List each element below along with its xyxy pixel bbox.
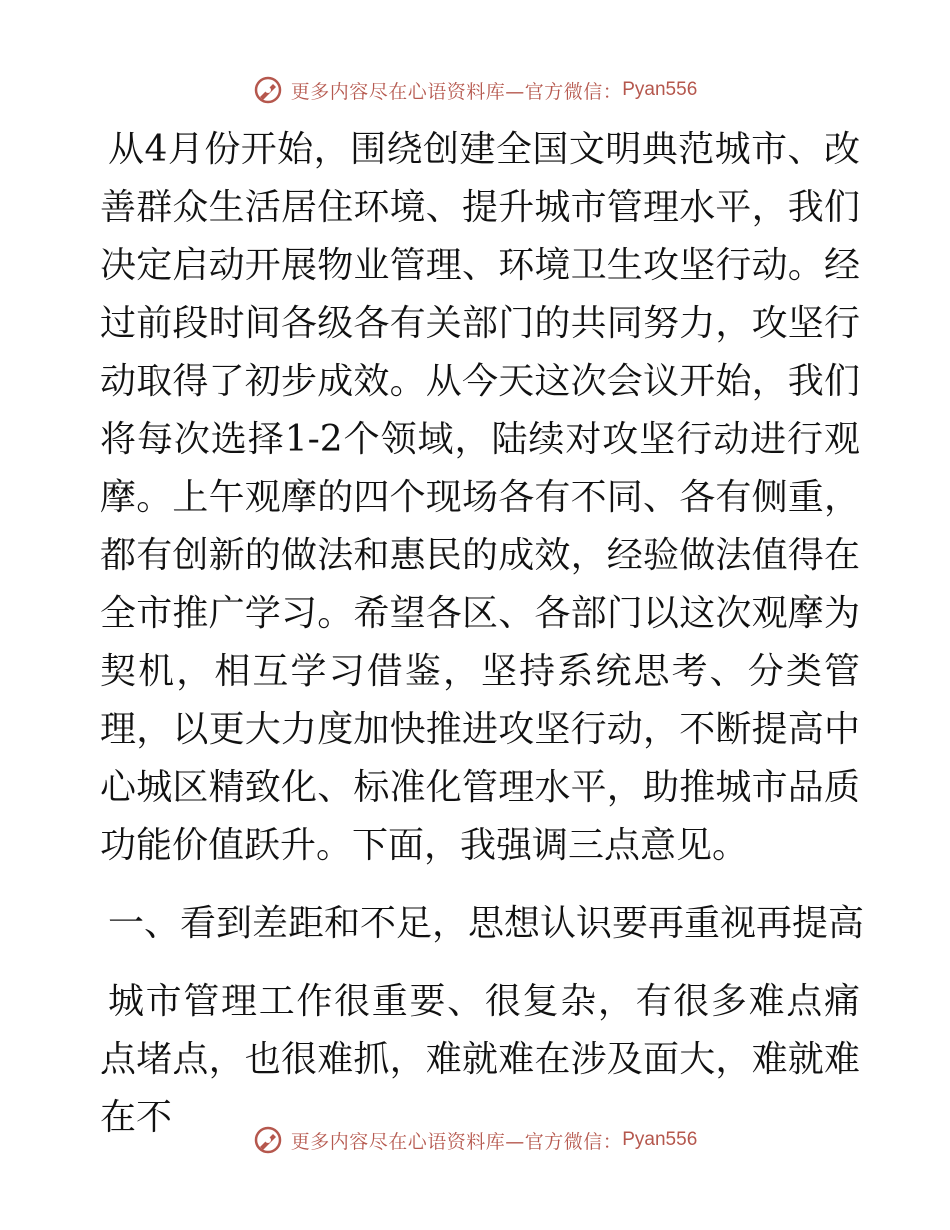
footer-wechat-id: Pyan556 (622, 1129, 698, 1150)
pen-logo-icon (253, 1125, 283, 1155)
paragraph-section-1: 城市管理工作很重要、很复杂，有很多难点痛点堵点，也很难抓，难就难在涉及面大，难就难在不 (100, 981, 860, 1138)
section-heading-1: 一、看到差距和不足，思想认识要再重视再提高 (108, 903, 865, 944)
paragraph-intro: 从4月份开始，围绕创建全国文明典范城市、改善群众生活居住环境、提升城市管理水平，我们决定启动开展物业管理、环境卫生攻坚行动。经过前段时间各级各有关部门的共同努力，攻坚行动取得了初步成效。从今天这次会议开始，我们将每次选择1-2个领域，陆续对攻坚行动进行观摩。上午观摩的四个现场各有不同、各有侧重，都有创新的做法和惠民的成效，经验做法值得在全市推广学习。希望各区、各部门以这次观摩为契机，相互学习借鉴，坚持系统思考、分类管理，以更大力度加快推进攻坚行动，不断提高中心城区精致化、标准化管理水平，助推城市品质功能价值跃升。下面，我强调三点意见。 (100, 129, 860, 866)
footer-watermark-text: 更多内容尽在心语资料库—官方微信： (290, 1130, 623, 1153)
header-wechat-id: Pyan556 (622, 79, 698, 100)
header-watermark-banner (0, 70, 950, 110)
pen-logo-icon (253, 75, 283, 105)
header-watermark-text: 更多内容尽在心语资料库—官方微信： (290, 80, 623, 103)
document-body (100, 121, 865, 1147)
footer-watermark-banner (0, 1120, 950, 1160)
